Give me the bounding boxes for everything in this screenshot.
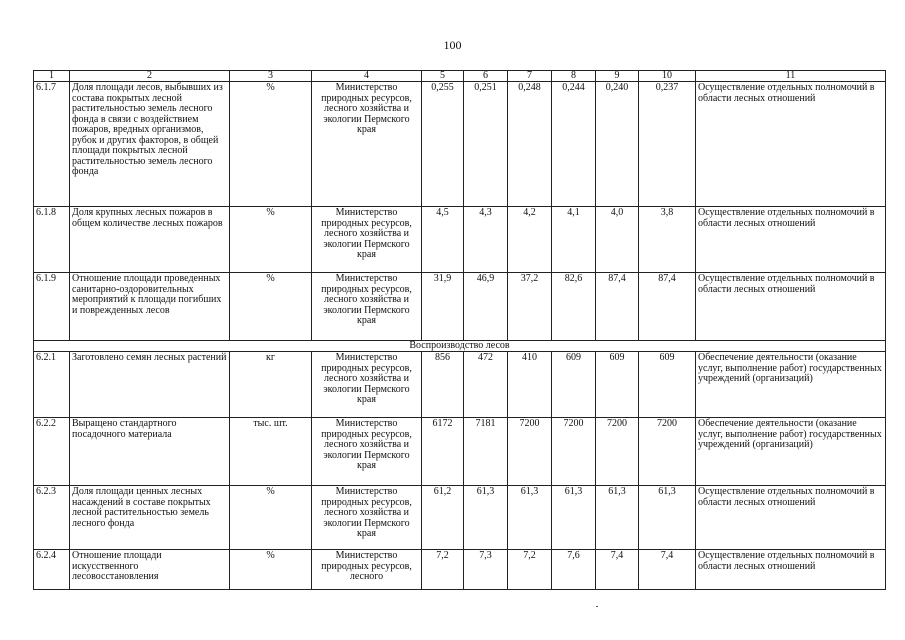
indicator-name: Доля площади лесов, выбывших из состава покрытых лесной растительностью земель лесного фонда в связи с воздействием пожаров, вредных организмов, рубок и других факторов, в общей площади покрытых лесной растительностью земель лесного фонда (70, 82, 230, 207)
value-cell: 3,8 (639, 207, 696, 273)
value-cell: 7200 (552, 418, 596, 486)
value-cell: 37,2 (508, 273, 552, 341)
unit: % (230, 207, 312, 273)
value-cell: 61,3 (552, 486, 596, 550)
row-number: 6.2.4 (34, 550, 70, 590)
responsible-org: Министерство природных ресурсов, лесного хозяйства и экологии Пермского края (312, 207, 422, 273)
header-cell-1: 1 (34, 71, 70, 82)
row-number: 6.1.7 (34, 82, 70, 207)
value-cell: 61,3 (464, 486, 508, 550)
value-cell: 61,2 (422, 486, 464, 550)
value-cell: 7200 (596, 418, 639, 486)
table-row (34, 273, 886, 341)
row-number: 6.2.3 (34, 486, 70, 550)
unit: % (230, 550, 312, 590)
responsible-org: Министерство природных ресурсов, лесного хозяйства и экологии Пермского края (312, 418, 422, 486)
table-row (34, 82, 886, 207)
row-number: 6.1.9 (34, 273, 70, 341)
note-cell: Осуществление отдельных полномочий в области лесных отношений (696, 486, 886, 550)
value-cell: 7,4 (639, 550, 696, 590)
indicator-name: Отношение площади искусственного лесовосстановления (70, 550, 230, 590)
header-cell-5: 5 (422, 71, 464, 82)
indicator-name: Доля площади ценных лесных насаждений в составе покрытых лесной растительностью земель лесного фонда (70, 486, 230, 550)
value-cell: 87,4 (596, 273, 639, 341)
value-cell: 4,0 (596, 207, 639, 273)
value-cell: 7,6 (552, 550, 596, 590)
note-cell: Осуществление отдельных полномочий в области лесных отношений (696, 82, 886, 207)
value-cell: 6172 (422, 418, 464, 486)
value-cell: 61,3 (596, 486, 639, 550)
indicator-name: Выращено стандартного посадочного материала (70, 418, 230, 486)
note-cell: Осуществление отдельных полномочий в области лесных отношений (696, 207, 886, 273)
value-cell: 7,4 (596, 550, 639, 590)
value-cell: 0,237 (639, 82, 696, 207)
unit: % (230, 486, 312, 550)
value-cell: 87,4 (639, 273, 696, 341)
value-cell: 856 (422, 352, 464, 418)
value-cell: 0,240 (596, 82, 639, 207)
value-cell: 472 (464, 352, 508, 418)
value-cell: 7,2 (422, 550, 464, 590)
header-cell-2: 2 (70, 71, 230, 82)
header-cell-11: 11 (696, 71, 886, 82)
value-cell: 4,1 (552, 207, 596, 273)
unit: кг (230, 352, 312, 418)
value-cell: 46,9 (464, 273, 508, 341)
table-row (34, 486, 886, 550)
row-number: 6.2.2 (34, 418, 70, 486)
table-row (34, 418, 886, 486)
responsible-org: Министерство природных ресурсов, лесного хозяйства и экологии Пермского края (312, 82, 422, 207)
page-number: 100 (443, 38, 462, 52)
row-number: 6.1.8 (34, 207, 70, 273)
value-cell: 7181 (464, 418, 508, 486)
unit: тыс. шт. (230, 418, 312, 486)
indicator-name: Отношение площади проведенных санитарно-оздоровительных мероприятий к площади погибших и поврежденных лесов (70, 273, 230, 341)
table-row (34, 207, 886, 273)
value-cell: 0,251 (464, 82, 508, 207)
header-row (34, 71, 886, 82)
table-row (34, 352, 886, 418)
note-cell: Осуществление отдельных полномочий в области лесных отношений (696, 273, 886, 341)
value-cell: 4,5 (422, 207, 464, 273)
note-cell: Обеспечение деятельности (оказание услуг, выполнение работ) государственных учреждений (организаций) (696, 418, 886, 486)
value-cell: 609 (552, 352, 596, 418)
value-cell: 4,2 (508, 207, 552, 273)
value-cell: 609 (639, 352, 696, 418)
responsible-org: Министерство природных ресурсов, лесного (312, 550, 422, 590)
responsible-org: Министерство природных ресурсов, лесного хозяйства и экологии Пермского края (312, 352, 422, 418)
unit: % (230, 82, 312, 207)
value-cell: 4,3 (464, 207, 508, 273)
value-cell: 0,248 (508, 82, 552, 207)
value-cell: 82,6 (552, 273, 596, 341)
header-cell-10: 10 (639, 71, 696, 82)
value-cell: 0,255 (422, 82, 464, 207)
header-cell-9: 9 (596, 71, 639, 82)
header-cell-6: 6 (464, 71, 508, 82)
responsible-org: Министерство природных ресурсов, лесного хозяйства и экологии Пермского края (312, 273, 422, 341)
value-cell: 410 (508, 352, 552, 418)
note-cell: Осуществление отдельных полномочий в области лесных отношений (696, 550, 886, 590)
value-cell: 7,2 (508, 550, 552, 590)
indicator-name: Доля крупных лесных пожаров в общем количестве лесных пожаров (70, 207, 230, 273)
value-cell: 7,3 (464, 550, 508, 590)
value-cell: 61,3 (508, 486, 552, 550)
header-cell-8: 8 (552, 71, 596, 82)
header-cell-7: 7 (508, 71, 552, 82)
responsible-org: Министерство природных ресурсов, лесного хозяйства и экологии Пермского края (312, 486, 422, 550)
value-cell: 609 (596, 352, 639, 418)
value-cell: 7200 (508, 418, 552, 486)
scan-speck (596, 606, 598, 607)
value-cell: 61,3 (639, 486, 696, 550)
header-cell-3: 3 (230, 71, 312, 82)
value-cell: 7200 (639, 418, 696, 486)
indicator-name: Заготовлено семян лесных растений (70, 352, 230, 418)
note-cell: Обеспечение деятельности (оказание услуг, выполнение работ) государственных учреждений (организаций) (696, 352, 886, 418)
unit: % (230, 273, 312, 341)
section-title: Воспроизводство лесов (34, 341, 886, 352)
value-cell: 31,9 (422, 273, 464, 341)
header-cell-4: 4 (312, 71, 422, 82)
table-row (34, 550, 886, 590)
section-row (34, 341, 886, 352)
row-number: 6.2.1 (34, 352, 70, 418)
value-cell: 0,244 (552, 82, 596, 207)
indicators-table (33, 70, 886, 590)
